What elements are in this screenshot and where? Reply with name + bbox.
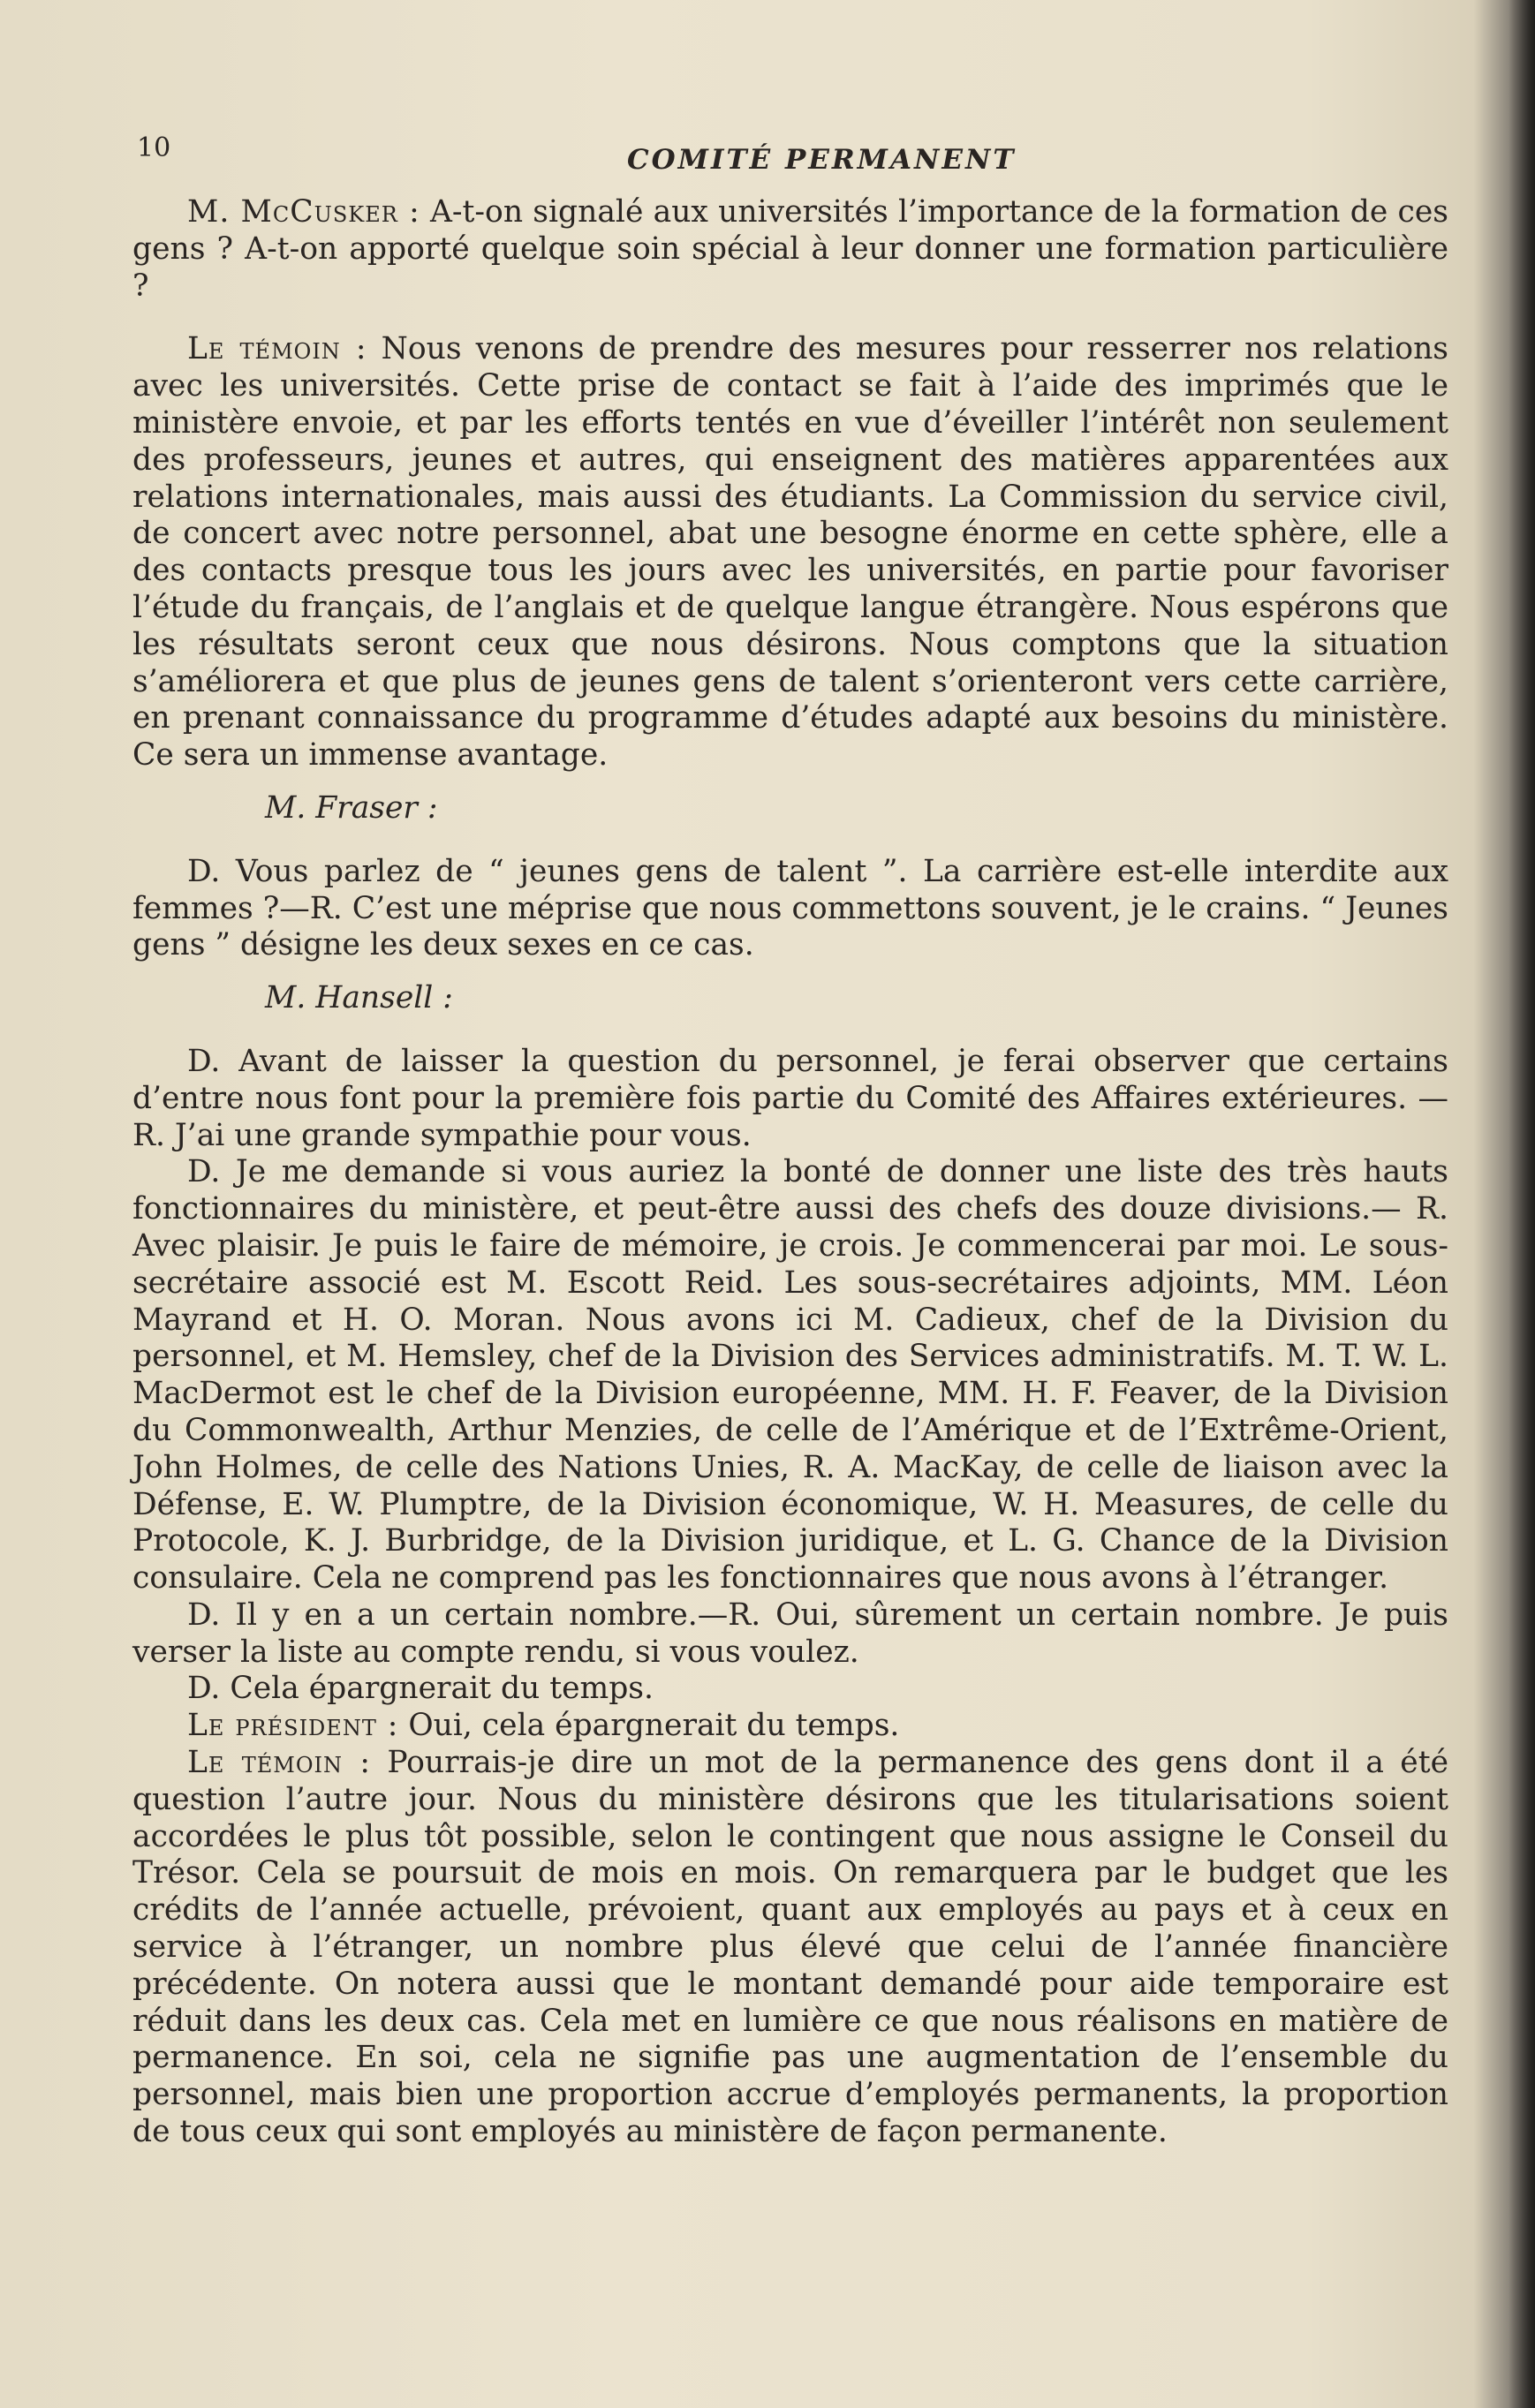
binding-shadow (1509, 0, 1535, 2408)
paragraph (132, 194, 1448, 305)
paragraph (132, 331, 1448, 774)
paragraph-text: D. Cela épargnerait du temps. (187, 1671, 654, 1707)
page-number: 10 (137, 132, 171, 163)
paragraph-text: D. Avant de laisser la question du personnel, je ferai observer que certains d’entre nous font pour la première fois partie du Comité des Affaires extérieures. —R. J’ai une grande sympathie pour vous. (132, 1043, 1448, 1153)
paragraph-text: Nous venons de prendre des mesures pour resserrer nos relations avec les universités. Cette prise de contact se fait à l’aide des imprimés que le ministère envoie, et par les efforts tentés en vue d’éveiller l’intérêt non seulement des professeurs, jeunes et autres, qui enseignent des matières apparentées aux relations internationales, mais aussi des étudiants. La Commission du service civil, de concert avec notre personnel, abat une besogne énorme en cette sphère, elle a des contacts presque tous les jours avec les universités, en partie pour favoriser l’étude du français, de l’anglais et de quelque langue étrangère. Nous espérons que les résultats seront ceux que nous désirons. Nous comptons que la situation s’améliorera et que plus de jeunes gens de talent s’orienteront vers cette carrière, en prenant connaissance du programme d’études adapté aux besoins du ministère. Ce sera un immense avantage. (132, 331, 1449, 774)
paragraph-text: D. Il y en a un certain nombre.—R. Oui, sûrement un certain nombre. Je puis verser la liste au compte rendu, si vous voulez. (132, 1597, 1448, 1670)
paragraph-text: D. Je me demande si vous auriez la bonté de donner une liste des très hauts fonctionnaires du ministère, et peut-être aussi des chefs des douze divisions.— R. Avec plaisir. Je puis le faire de mémoire, je crois. Je commencerai par moi. Le sous-secrétaire associé est M. Escott Reid. Les sous-secrétaires adjoints, MM. Léon Mayrand et H. O. Moran. Nous avons ici M. Cadieux, chef de la Division du personnel, et M. Hemsley, chef de la Division des Services administratifs. M. T. W. L. MacDermot est le chef de la Division européenne, MM. H. F. Feaver, de la Division du Commonwealth, Arthur Menzies, de celle de l’Amérique et de l’Extrême-Orient, John Holmes, de celle des Nations Unies, R. A. MacKay, de celle de liaison avec la Défense, E. W. Plumptre, de la Division économique, W. H. Measures, de celle du Protocole, K. J. Burbridge, de la Division juridique, et L. G. Chance de la Division consulaire. Cela ne comprend pas les fonctionnaires que nous avons à l’étranger. (132, 1154, 1448, 1597)
speaker-heading: M. Hansell : (265, 980, 453, 1016)
speaker-label: Le témoin : (187, 331, 367, 367)
paragraph-text: D. Vous parlez de “ jeunes gens de talent ”. La carrière est-elle interdite aux femmes ?—R. C’est une méprise que nous commettons souvent, je le crains. “ Jeunes gens ” désigne les deux sexes en ce cas. (132, 853, 1448, 963)
speaker-label: Le président : (187, 1708, 399, 1744)
speaker-heading: M. Fraser : (265, 789, 438, 826)
page-header (137, 128, 1462, 176)
paragraph (132, 1671, 1448, 1708)
paragraph (132, 1044, 1448, 1154)
paragraph-text: A-t-on signalé aux universités l’importance de la formation de ces gens ? A-t-on apporté quelque soin spécial à leur donner une formation particulière ? (132, 194, 1448, 304)
paragraph (132, 1154, 1448, 1597)
speaker-label: Le témoin : (187, 1745, 371, 1781)
running-head: COMITÉ PERMANENT (627, 144, 1017, 176)
paragraph-text: Oui, cela épargnerait du temps. (408, 1708, 900, 1744)
paragraph (132, 854, 1448, 964)
paragraph (132, 1708, 1448, 1745)
speaker-label: M. McCusker : (187, 194, 420, 230)
paragraph-text: Pourrais-je dire un mot de la permanence des gens dont il a été question l’autre jour. Nous du ministère désirons que les titularisations soient accordées le plus tôt possible, selon le contingent que nous assigne le Conseil du Trésor. Cela se poursuit de mois en mois. On remarquera par le budget que les crédits de l’année actuelle, prévoient, quant aux employés au pays et à ceux en service à l’étranger, un nombre plus élevé que celui de l’année financière précédente. On notera aussi que le montant demandé pour aide temporaire est réduit dans les deux cas. Cela met en lumière ce que nous réalisons en matière de permanence. En soi, cela ne signifie pas une augmentation de l’ensemble du personnel, mais bien une proportion accrue d’employés permanents, la proportion de tous ceux qui sont employés au ministère de façon permanente. (132, 1745, 1448, 2150)
paragraph (132, 1745, 1448, 2151)
body-text (132, 194, 1448, 2151)
paragraph (132, 1597, 1448, 1672)
